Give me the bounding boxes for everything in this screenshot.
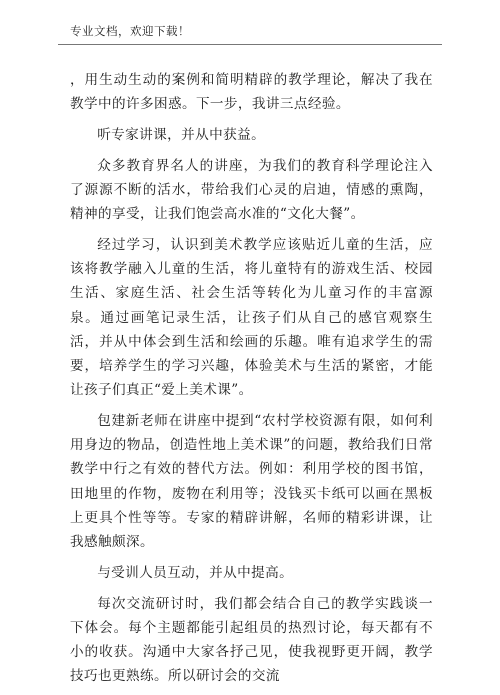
document-body [70,68,433,695]
paragraph-1: ，用生动生动的案例和简明精辟的教学理论，解决了我在教学中的许多困惑。下一步，我讲三点经验。 [70,72,433,113]
page-header: 专业文档，欢迎下载！ [70,24,190,38]
header-divider [58,44,442,45]
paragraph-2: 听专家讲课，并从中获益。 [97,127,266,143]
paragraph-3: 众多教育界名人的讲座，为我们的教育科学理论注入了源源不断的活水，带给我们心灵的启迪，情感的熏陶，精神的享受，让我们饱尝高水准的“文化大餐”。 [70,157,433,223]
paragraph-6: 与受训人员互动，并从中提高。 [97,564,294,581]
paragraph-4: 经过学习，认识到美术教学应该贴近儿童的生活，应该将教学融入儿童的生活，将儿童特有的游戏生活、校园生活、家庭生活、社会生活等转化为儿童习作的丰富源泉。通过画笔记录生活，让孩子们从自己的感官观察生活，并从中体会到生活和绘画的乐趣。唯有追求学生的需要，培养学生的学习兴趣，体验美术与生活的紧密，才能让孩子们真正“爱上美术课”。 [70,237,433,399]
paragraph-7: 每次交流研讨时，我们都会结合自己的教学实践谈一下体会。每个主题都能引起组员的热烈讨论，每天都有不小的收获。沟通中大家各抒己见，使我视野更开阔，教学技巧也更熟练。所以研讨会的交流 [70,595,433,685]
paragraph-5: 包建新老师在讲座中提到“农村学校资源有限，如何利用身边的物品，创造性地上美术课”的问题，教给我们日常教学中行之有效的替代方法。例如：利用学校的图书馆，田地里的作物，废物在利用等；没钱买卡纸可以画在黑板上更具个性等等。专家的精辟讲解，名师的精彩讲课，让我感触颇深。 [70,413,433,551]
